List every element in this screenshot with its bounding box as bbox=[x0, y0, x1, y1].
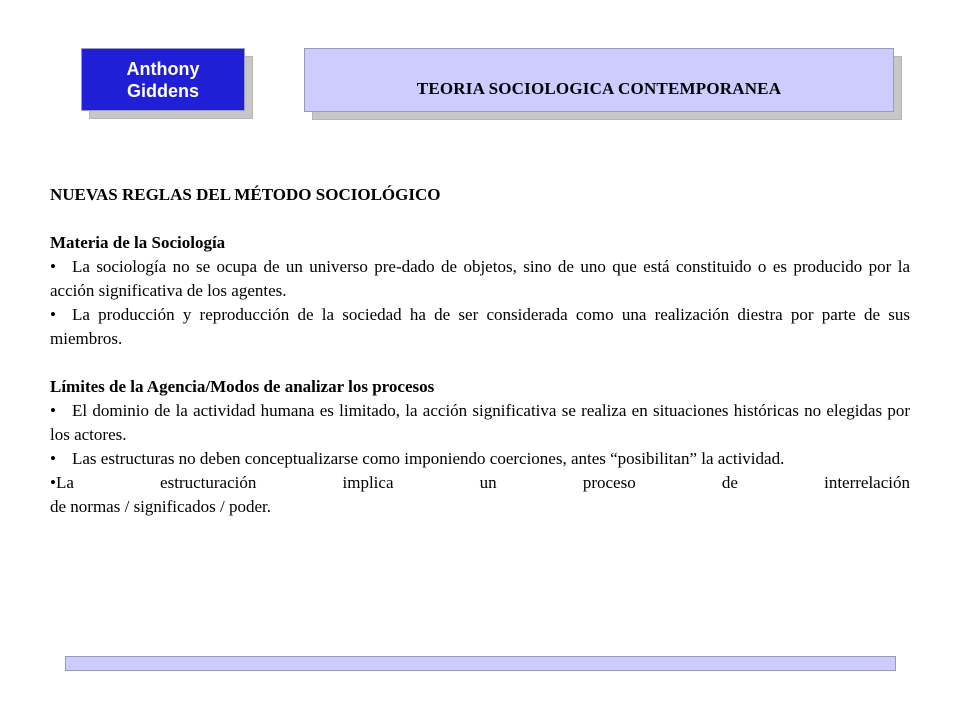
bullet-item bbox=[50, 471, 910, 495]
course-title: TEORIA SOCIOLOGICA CONTEMPORANEA bbox=[416, 79, 782, 98]
bullet-item bbox=[50, 399, 910, 447]
bullet-text: Las estructuras no deben conceptualizarse como imponiendo coerciones, antes “posibilitan” la actividad. bbox=[72, 449, 785, 468]
course-title-box bbox=[304, 48, 894, 112]
author-first-name: Anthony bbox=[126, 58, 200, 79]
spacer bbox=[50, 351, 910, 375]
bullet-text: La sociología no se ocupa de un universo pre-dado de objetos, sino de uno que está constituido o es producido por la acción significativa de los agentes. bbox=[50, 257, 910, 300]
bullet-icon: • bbox=[50, 473, 56, 492]
bullet-text: La producción y reproducción de la sociedad ha de ser considerada como una realización diestra por parte de sus miembros. bbox=[50, 305, 910, 348]
bullet-icon: • bbox=[50, 401, 56, 420]
author-box bbox=[81, 48, 245, 111]
bullet-item bbox=[50, 303, 910, 351]
slide-content bbox=[50, 183, 910, 519]
spacer bbox=[50, 207, 910, 231]
main-title: NUEVAS REGLAS DEL MÉTODO SOCIOLÓGICO bbox=[50, 185, 441, 204]
section-heading-materia: Materia de la Sociología bbox=[50, 233, 226, 252]
bullet-icon: • bbox=[50, 305, 56, 324]
bullet-text: La estructuración implica un proceso de interrelación bbox=[55, 473, 910, 492]
bullet-continuation: de normas / significados / poder. bbox=[50, 497, 271, 516]
author-last-name: Giddens bbox=[126, 80, 199, 101]
bullet-icon: • bbox=[50, 449, 56, 468]
bullet-item bbox=[50, 255, 910, 303]
footer-bar bbox=[65, 656, 896, 671]
section-heading-limites: Límites de la Agencia/Modos de analizar los procesos bbox=[50, 377, 435, 396]
bullet-item bbox=[50, 447, 910, 471]
bullet-text: El dominio de la actividad humana es limitado, la acción significativa se realiza en situaciones históricas no elegidas por los actores. bbox=[50, 401, 910, 444]
bullet-icon: • bbox=[50, 257, 56, 276]
